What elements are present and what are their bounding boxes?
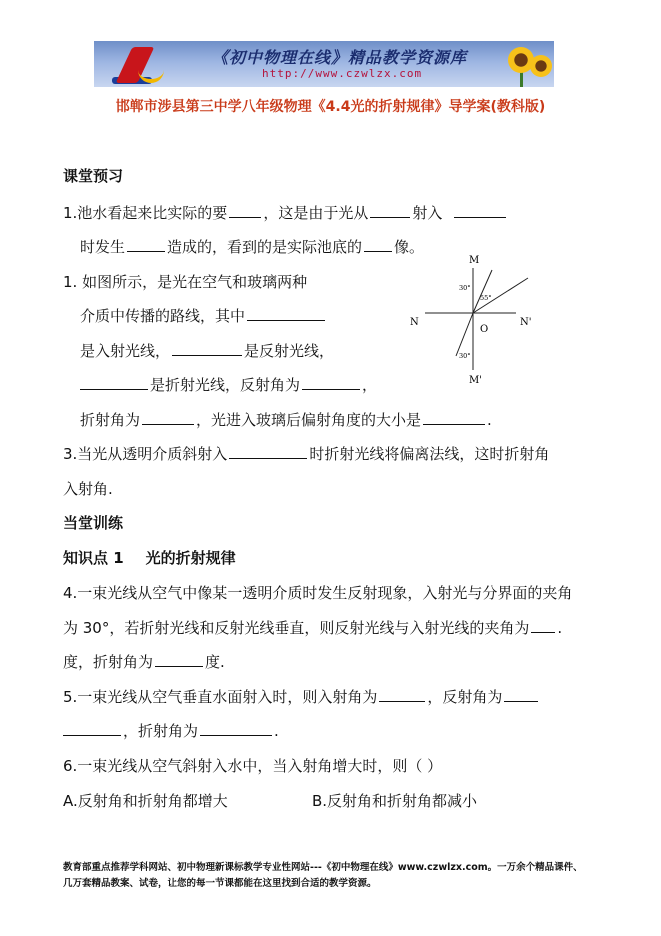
text: 光的折射规律	[145, 549, 236, 567]
option-a[interactable]: A.反射角和折射角都增大	[63, 792, 228, 810]
section-heading-training: 当堂训练	[63, 514, 124, 532]
knowledge-point-heading	[63, 548, 236, 568]
text: .	[274, 722, 279, 740]
text: 是折射光线，反射角为	[150, 376, 301, 394]
question-5-line-1	[63, 687, 540, 707]
section-heading-preview: 课堂预习	[63, 167, 124, 185]
text: 知识点 1	[63, 549, 124, 567]
sunflower-icon	[530, 55, 552, 77]
answer-blank[interactable]	[63, 721, 121, 736]
text: .	[557, 619, 563, 637]
text: 时发生	[80, 238, 126, 256]
answer-blank[interactable]	[172, 341, 242, 356]
question-3-line-1	[63, 444, 549, 464]
question-4-line-2	[63, 618, 562, 638]
banner-title: 《初中物理在线》精品教学资源库	[212, 48, 468, 67]
answer-blank[interactable]	[229, 444, 307, 459]
question-3-line-2: 入射角.	[63, 480, 113, 498]
question-6-stem: 6.一束光线从空气斜射入水中，当入射角增大时，则（ ）	[63, 757, 443, 775]
question-1-line-2	[80, 237, 424, 257]
question-4-line-3	[63, 652, 225, 672]
answer-blank[interactable]	[454, 203, 506, 218]
text: 为 30°，若折射光线和反射光线垂直，则反射光线与入射光线的夹角为	[63, 619, 530, 637]
label-m-prime: M'	[469, 375, 482, 386]
text: 折射角为	[80, 411, 141, 429]
angle-label-bottom: 30°	[459, 352, 471, 360]
answer-blank[interactable]	[370, 203, 410, 218]
answer-blank[interactable]	[127, 237, 165, 252]
answer-blank[interactable]	[200, 721, 272, 736]
answer-blank[interactable]	[155, 652, 203, 667]
answer-blank[interactable]	[302, 375, 360, 390]
answer-blank[interactable]	[229, 203, 261, 218]
text: 射入	[412, 204, 443, 222]
question-2-line-5	[80, 410, 492, 430]
question-1-line-1	[63, 203, 508, 223]
text: ，这是由于光从	[263, 204, 369, 222]
text: 1.池水看起来比实际的要	[63, 204, 228, 222]
text: 像。	[394, 238, 425, 256]
text: ，光进入玻璃后偏射角度的大小是	[196, 411, 422, 429]
label-o: O	[480, 324, 489, 335]
question-5-line-2	[63, 721, 279, 741]
text: ，折射角为	[123, 722, 199, 740]
angle-label-top: 30°	[459, 284, 471, 292]
text: 3.当光从透明介质斜射入	[63, 445, 228, 463]
answer-blank[interactable]	[531, 618, 555, 633]
text: ，反射角为	[427, 688, 503, 706]
answer-blank[interactable]	[247, 306, 325, 321]
label-n: N	[410, 317, 419, 328]
question-2-line-3	[80, 341, 334, 361]
question-2-line-2	[80, 306, 327, 326]
text: 是入射光线，	[80, 342, 171, 360]
question-2-line-4	[80, 375, 377, 395]
text: 度，折射角为	[63, 653, 154, 671]
text: 造成的，看到的是实际池底的	[167, 238, 363, 256]
ray-lower-left	[456, 313, 473, 356]
text: 介质中传播的路线，其中	[80, 307, 246, 325]
question-2-line-1: 1. 如图所示，是光在空气和玻璃两种	[63, 273, 308, 291]
answer-blank[interactable]	[423, 410, 485, 425]
banner-url[interactable]: http://www.czwlzx.com	[262, 67, 423, 80]
answer-blank[interactable]	[142, 410, 194, 425]
footer-line-2: 几万套精品教案、试卷，让您的每一节课都能在这里找到合适的教学资源。	[63, 878, 377, 889]
angle-label-top-right: 55°	[480, 294, 492, 302]
answer-blank[interactable]	[80, 375, 148, 390]
text: 5.一束光线从空气垂直水面射入时，则入射角为	[63, 688, 378, 706]
label-n-prime: N'	[520, 317, 532, 328]
answer-blank[interactable]	[504, 687, 538, 702]
site-banner	[94, 41, 554, 87]
text: 是反射光线，	[244, 342, 335, 360]
text: .	[487, 411, 492, 429]
text: ，	[362, 376, 378, 394]
footer-note	[63, 860, 623, 892]
label-m: M	[469, 255, 480, 266]
answer-blank[interactable]	[379, 687, 425, 702]
answer-blank[interactable]	[364, 237, 392, 252]
option-b[interactable]: B.反射角和折射角都减小	[312, 792, 478, 810]
text: 度.	[205, 653, 225, 671]
document-title: 邯郸市涉县第三中学八年级物理《4.4光的折射规律》导学案(教科版)	[115, 99, 546, 115]
footer-line-1: 教育部重点推荐学科网站、初中物理新课标教学专业性网站---《初中物理在线》www.czwlzx.com。一万余个精品课件、	[63, 862, 583, 873]
text: 时折射光线将偏离法线，这时折射角	[309, 445, 550, 463]
refraction-diagram	[400, 248, 550, 388]
question-4-line-1: 4.一束光线从空气中像某一透明介质时发生反射现象，入射光与分界面的夹角	[63, 584, 573, 602]
